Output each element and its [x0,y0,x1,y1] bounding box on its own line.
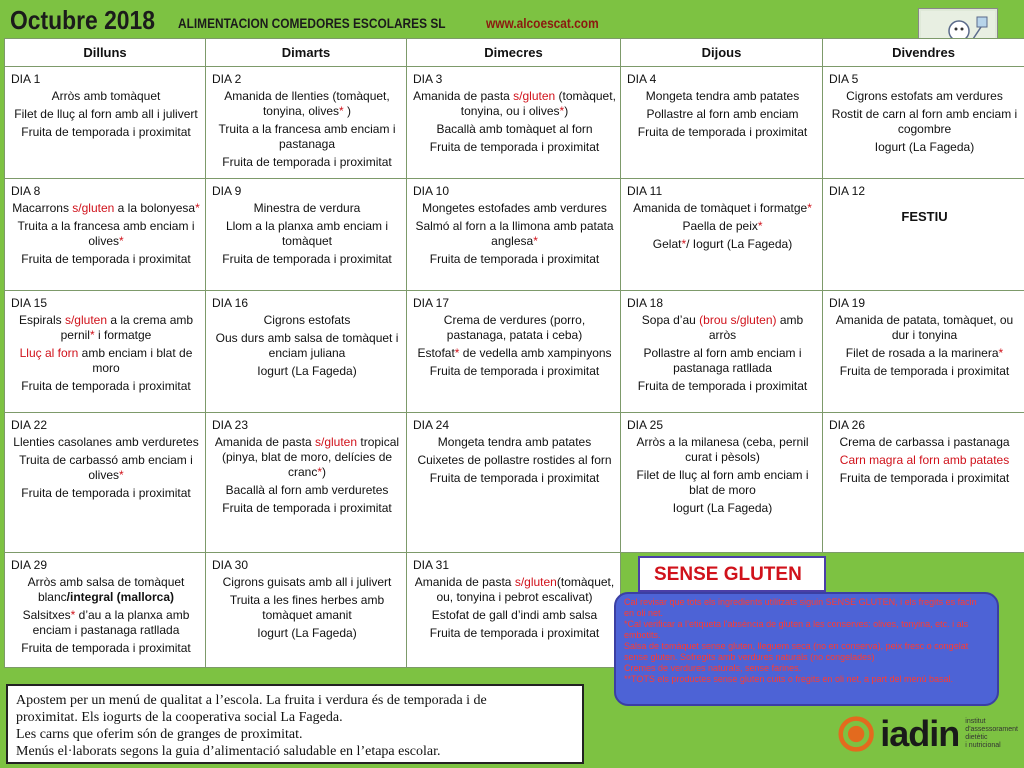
dish-item [11,379,201,394]
dish-text: a la bolonyesa [114,201,196,215]
logo-subtitle [965,718,1018,750]
dish-text: Fruita de temporada i proximitat [839,364,1010,378]
day-cell [823,291,1024,413]
note-line: Menús el·laborats segons la guia d’alimentació saludable en l’etapa escolar. [16,744,441,759]
dish-item [413,89,616,119]
weekday-header: Dimarts [206,39,407,67]
dish-text: (brou s/gluten) [699,313,777,327]
dish-item [413,346,616,361]
gluten-notice-line: *Cal verificar a l’etiqueta l’absència de gluten a les conserves: olives, tonyina, etc. i als embotits. [624,619,969,640]
dish-text: Truita a la francesa amb enciam i pastanaga [218,122,396,151]
dish-text: Fruita de temporada i proximitat [21,252,191,266]
day-label: DIA 12 [829,184,866,198]
dish-item [829,364,1020,379]
dish-text: Fruita de temporada i proximitat [637,125,808,139]
dish-text: Fruita de temporada i proximitat [21,486,191,500]
dish-text: * [119,234,124,248]
dish-text: Carn magra al forn amb patates [839,453,1010,467]
page-title: Octubre 2018 [10,5,155,35]
quality-note [6,684,584,764]
dish-item [627,468,818,498]
dish-text: Arròs a la milanesa (ceba, pernil curat i pèsols) [636,435,809,464]
dish-item [212,435,402,480]
dish-text: * [195,201,200,215]
dish-text: / Iogurt (La Fageda) [686,237,793,251]
dish-item [627,237,818,252]
dish-text: tropical (pinya, blat de moro, delícies de cranc [221,435,400,479]
dish-text: Espirals [18,313,65,327]
day-label: DIA 19 [829,296,866,310]
dish-item [11,608,201,638]
dish-item [212,364,402,379]
dish-item [413,219,616,249]
dish-item [413,453,616,468]
dish-item [413,122,616,137]
dish-text: Iogurt (La Fageda) [874,140,975,154]
dish-item [11,107,201,122]
day-cell [5,291,206,413]
dish-text: Salsitxes [22,608,71,622]
dish-item [413,575,616,605]
weekday-header: Dilluns [5,39,206,67]
day-label: DIA 9 [212,184,242,198]
day-cell [206,291,407,413]
dish-text: (tomàquet, tonyina, ou i olives [460,89,616,118]
day-cell [621,413,823,553]
weekday-header: Dijous [621,39,823,67]
dish-text: Cigrons estofats am verdures [846,89,1003,103]
dish-text: Fruita de temporada i proximitat [21,641,191,655]
gluten-notice-line: Cremes de verdures naturals, sense farines. [624,663,802,673]
dish-text: Fruita de temporada i proximitat [839,471,1010,485]
dish-text: * [454,346,460,360]
dish-text: a la crema amb pernil [60,313,194,342]
day-cell [621,67,823,179]
logo-subtitle-line: d'assessorament [965,726,1018,733]
week-row [5,291,1024,413]
dish-item [627,313,818,343]
dish-item [11,486,201,501]
dish-text: (tomàquet, ou, tonyina i pebrot escalivat) [436,575,615,604]
gluten-free-title: SENSE GLUTEN [638,556,826,592]
dish-text: Minestra de verdura [253,201,361,215]
dish-item [212,575,402,590]
day-cell [407,179,621,291]
dish-item [829,313,1020,343]
dish-text: Cigrons guisats amb all i julivert [222,575,392,589]
dish-text: Salmó al forn a la llimona amb patata anglesa [415,219,614,248]
dish-text: Pollastre al forn amb enciam [646,107,799,121]
day-label: DIA 8 [11,184,41,198]
dish-text: ) [322,465,326,479]
day-label: DIA 23 [212,418,249,432]
dish-text: Mongeta tendra amb patates [645,89,800,103]
day-label: DIA 22 [11,418,48,432]
day-cell [823,179,1024,291]
dish-text: Cuixetes de pollastre rostides al forn [417,453,612,467]
gluten-free-notice [614,592,999,706]
dish-text: /integral (mallorca) [66,590,175,604]
dish-text: Estofat de gall d’indi amb salsa [431,608,598,622]
day-cell [621,179,823,291]
dish-item [627,125,818,140]
dish-text: Fruita de temporada i proximitat [429,364,600,378]
dish-text: Gelat [652,237,682,251]
dish-text: * [70,608,76,622]
dish-item [627,435,818,465]
dish-text: * [807,201,812,215]
dish-text: * [339,104,344,118]
weekday-header: Divendres [823,39,1024,67]
dish-text: Amanida de pasta [413,89,514,103]
dish-item [627,346,818,376]
day-label: DIA 1 [11,72,41,86]
logo-word: iadin [880,713,960,754]
dish-text: Fruita de temporada i proximitat [429,140,600,154]
dish-text: Pollastre al forn amb enciam i pastanaga ratllada [643,346,802,375]
dish-text: amb enciam i blat de moro [78,346,193,375]
dish-text: Fruita de temporada i proximitat [222,252,392,266]
dish-item [212,219,402,249]
day-cell [823,67,1024,179]
gluten-notice-line: **TOTS els productes sense gluten cuits o fregits en oli net, a part del menú basal. [624,674,954,684]
dish-item [627,379,818,394]
weekday-header: Dimecres [407,39,621,67]
dish-item [829,471,1020,486]
day-label: DIA 18 [627,296,664,310]
dish-item [11,125,201,140]
dish-text: Fruita de temporada i proximitat [429,252,600,266]
dish-item [627,501,818,516]
day-label: DIA 10 [413,184,450,198]
dish-item [413,252,616,267]
dish-item [627,89,818,104]
day-label: DIA 17 [413,296,450,310]
dish-text: Ous durs amb salsa de tomàquet i enciam juliana [215,331,399,360]
dish-text: Macarrons [12,201,73,215]
dish-item [413,471,616,486]
dish-item [11,641,201,656]
dish-item [212,201,402,216]
dish-item [413,140,616,155]
dish-text: ) [564,104,569,118]
day-cell [206,413,407,553]
day-label: DIA 25 [627,418,664,432]
dish-text: Crema de carbassa i pastanaga [839,435,1010,449]
day-label: DIA 11 [627,184,663,198]
dish-text: Mongetes estofades amb verdures [422,201,607,215]
dish-item [829,346,1020,361]
dish-item [11,219,201,249]
logo-subtitle-line: dietètic [965,734,988,741]
dish-item [413,201,616,216]
day-label: DIA 16 [212,296,249,310]
dish-item [212,155,402,170]
dish-text: Llom a la planxa amb enciam i tomàquet [225,219,389,248]
dish-item [212,593,402,623]
dish-text: Fruita de temporada i proximitat [637,379,808,393]
dish-text: Cigrons estofats [263,313,351,327]
day-label: DIA 30 [212,558,249,572]
dish-text: * [119,468,124,482]
dish-text: s/gluten [64,313,107,327]
week-row [5,179,1024,291]
dish-item [413,435,616,450]
dish-text: Iogurt (La Fageda) [257,626,357,640]
dish-text: * [317,465,322,479]
dish-text: Fruita de temporada i proximitat [21,379,191,393]
dish-text: * [681,237,687,251]
day-label: DIA 4 [627,72,657,86]
dish-text: Fruita de temporada i proximitat [222,501,392,515]
dish-item [11,346,201,376]
dish-text: Estofat [417,346,455,360]
day-label: DIA 3 [413,72,443,86]
dish-text: Llenties casolanes amb verduretes [13,435,199,449]
note-line: proximitat. Els iogurts de la cooperativa social La Fageda. [16,710,343,725]
dish-text: Bacallà al forn amb verduretes [225,483,389,497]
dish-text: * [89,328,95,342]
dish-text: Arròs amb salsa de tomàquet blanc [27,575,185,604]
day-cell [5,67,206,179]
dish-text: Filet de lluç al forn amb all i julivert [14,107,198,121]
dish-text: Fruita de temporada i proximitat [222,155,392,169]
dish-item [11,453,201,483]
dish-text: Truita a la francesa amb enciam i olives [17,219,195,248]
dish-item [627,201,818,216]
menu-body [5,67,1024,668]
gluten-notice-line: Salsa de tomàquet sense gluten, lleguem seca (no en conserva), peix fresc o congelat sense gluten. Sofregits amb verdures naturals (no congelades) [624,641,969,662]
dish-item [413,364,616,379]
dish-item [413,626,616,641]
day-label: DIA 15 [11,296,48,310]
dish-text: d’au a la planxa amb enciam i pastanaga ratllada [32,608,190,637]
dish-text: Rostit de carn al forn amb enciam i cogombre [831,107,1018,136]
dish-text: Fruita de temporada i proximitat [429,471,600,485]
dish-text: Amanida de llenties (tomàquet, tonyina, olives [224,89,390,118]
dish-text: Truita de carbassó amb enciam i olives [19,453,193,482]
dish-item [212,89,402,119]
dish-item [212,626,402,641]
dish-text: Amanida de pasta [414,575,515,589]
dish-text: i formatge [94,328,152,342]
dish-item [11,313,201,343]
dish-item [829,89,1020,104]
dish-text: Paella de peix [682,219,758,233]
iadin-logo-icon [838,714,874,754]
day-cell [206,553,407,668]
dish-item [11,435,201,450]
dish-text: s/gluten [315,435,358,449]
day-label: DIA 5 [829,72,859,86]
dish-text: Amanida de pasta [214,435,315,449]
day-label: DIA 2 [212,72,242,86]
company-name: ALIMENTACION COMEDORES ESCOLARES SL [178,15,446,31]
dish-text: Amanida de tomàquet i formatge [633,201,808,215]
dish-text: Fruita de temporada i proximitat [429,626,600,640]
day-label: DIA 29 [11,558,48,572]
dish-text: Truita a les fines herbes amb tomàquet amanit [229,593,385,622]
logo-subtitle-line: i nutricional [965,742,1001,749]
dish-text: * [757,219,763,233]
day-cell [407,291,621,413]
day-label: DIA 31 [413,558,450,572]
gluten-notice-line: Cal revisar que tots els ingredients utilitzats siguin SENSE GLUTEN, i els fregits es facin en oli net. [624,597,977,618]
dish-text: Arròs amb tomàquet [51,89,161,103]
dish-item [829,435,1020,450]
day-cell [206,179,407,291]
dish-item [212,331,402,361]
dish-text: * [998,346,1004,360]
dish-text: Lluç al forn [19,346,79,360]
dish-text: Filet de lluç al forn amb enciam i blat de moro [636,468,809,497]
note-line: Apostem per un menú de qualitat a l’escola. La fruita i verdura és de temporada i de [16,693,487,708]
day-cell [5,179,206,291]
dish-text: Mongeta tendra amb patates [437,435,592,449]
dish-item [11,201,201,216]
dish-text: Fruita de temporada i proximitat [21,125,191,139]
dish-item [11,575,201,605]
dish-text: * [533,234,538,248]
dish-item [829,140,1020,155]
dish-item [829,107,1020,137]
dish-text: Crema de verdures (porro, pastanaga, patata i ceba) [443,313,586,342]
day-cell [206,67,407,179]
day-cell [407,413,621,553]
dish-item [212,252,402,267]
dish-item [212,483,402,498]
day-cell [5,413,206,553]
dish-item [212,501,402,516]
dish-text: ) [343,104,352,118]
dish-item [627,107,818,122]
dish-text: Iogurt (La Fageda) [672,501,773,515]
logo-subtitle-line: institut [965,718,986,725]
dish-text: Sopa d’au [641,313,700,327]
iadin-logo [838,706,1018,762]
day-cell [823,413,1024,553]
dish-text: s/gluten [514,575,557,589]
dish-text: de vedella amb xampinyons [459,346,612,360]
dish-item [829,453,1020,468]
dish-item [413,608,616,623]
day-label: DIA 24 [413,418,450,432]
day-cell [407,553,621,668]
dish-text: amb arròs [708,313,804,342]
day-cell [5,553,206,668]
dish-item [11,252,201,267]
dish-text: Amanida de patata, tomàquet, ou dur i tonyina [835,313,1014,342]
dish-item [627,219,818,234]
dish-text: Filet de rosada a la marinera [845,346,999,360]
dish-item [212,313,402,328]
dish-text: s/gluten [513,89,556,103]
website-link[interactable]: www.alcoescat.com [486,15,599,31]
holiday-label: FESTIU [901,209,948,224]
note-line: Les carns que oferim són de granges de proximitat. [16,727,303,742]
day-cell [621,291,823,413]
day-label: DIA 26 [829,418,866,432]
dish-text: Iogurt (La Fageda) [257,364,357,378]
weekly-menu-table [4,38,1024,668]
dish-text: s/gluten [72,201,115,215]
dish-text: Bacallà amb tomàquet al forn [436,122,593,136]
dish-item [11,89,201,104]
day-cell [407,67,621,179]
week-row [5,67,1024,179]
dish-item [413,313,616,343]
weekday-header-row [5,39,1024,67]
dish-item [212,122,402,152]
dish-text: * [559,104,565,118]
week-row [5,413,1024,553]
